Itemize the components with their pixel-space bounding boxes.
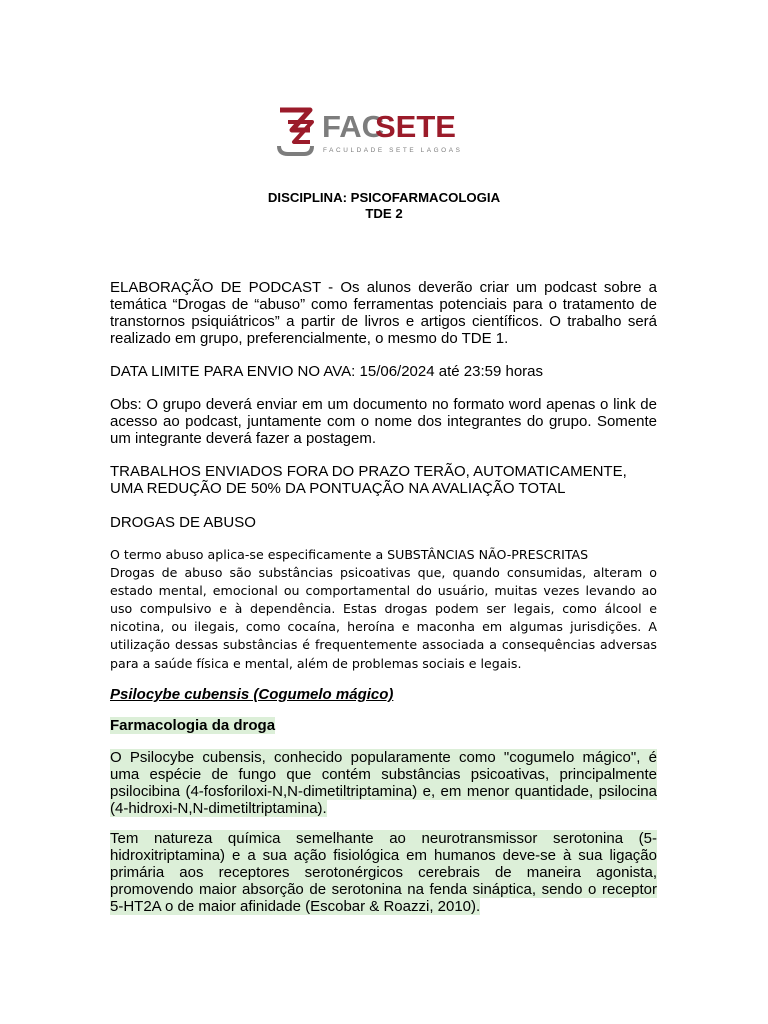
- facsete-logo-icon: [276, 106, 476, 160]
- pharmacology-paragraph-2: [110, 830, 657, 915]
- section-title: DROGAS DE ABUSO: [110, 514, 256, 531]
- abuse-term-line: O termo abuso aplica-se especificamente a SUBSTÂNCIAS NÃO-PRESCRITAS: [110, 547, 589, 562]
- pharmacology-paragraph-1-text: O Psilocybe cubensis, conhecido popularamente como "cogumelo mágico", é uma espécie de fungo que contém substâncias psicoativas, principalmente psilocibina (4-fosforiloxi-N,N-dimetiltriptamina) e, em menor quantidade, psilocina (4-hidroxi-N,N-dimetiltriptamina).: [110, 749, 657, 817]
- discipline-title: DISCIPLINA: PSICOFARMACOLOGIA: [267, 190, 501, 205]
- logo-tagline: FACULDADE SETE LAGOAS: [323, 147, 463, 154]
- assignment-paragraph: ELABORAÇÃO DE PODCAST - Os alunos deverão criar um podcast sobre a temática “Drogas de “abuso” como ferramentas potenciais para o tratamento de transtornos psiquiátricos” a partir de livros e artigos científicos. O trabalho será realizado em grupo, preferencialmente, o mesmo do TDE 1.: [110, 279, 657, 347]
- abuse-definition-text: Drogas de abuso são substâncias psicoativas que, quando consumidas, alteram o estado mental, emocional ou comportamental do usuário, muitas vezes levando ao uso compulsivo e à dependência. Estas drogas podem ser legais, como álcool e nicotina, ou ilegais, como cocaína, heroína e maconha em algumas jurisdições. A utilização dessas substâncias é frequentemente associada a consequências adversas para a saúde física e mental, além de problemas sociais e legais.: [110, 565, 657, 671]
- abuse-definition-block: [110, 546, 657, 673]
- logo-text-sete: SETE: [375, 109, 456, 144]
- pharmacology-title-text: Farmacologia da droga: [110, 717, 276, 734]
- penalty-paragraph: TRABALHOS ENVIADOS FORA DO PRAZO TERÃO, AUTOMATICAMENTE, UMA REDUÇÃO DE 50% DA PONTUAÇÃO NA AVALIAÇÃO TOTAL: [110, 463, 627, 497]
- pharmacology-paragraph-1: [110, 749, 657, 817]
- drug-title: Psilocybe cubensis (Cogumelo mágico): [110, 686, 394, 703]
- pharmacology-title: [110, 717, 657, 734]
- obs-paragraph: Obs: O grupo deverá enviar em um documento no formato word apenas o link de acesso ao podcast, juntamente com o nome dos integrantes do grupo. Somente um integrante deverá fazer a postagem.: [110, 396, 657, 447]
- facsete-logo: [276, 106, 476, 160]
- pharmacology-paragraph-2-text: Tem natureza química semelhante ao neurotransmissor serotonina (5-hidroxitriptamina) e a sua ação fisiológica em humanos deve-se à sua ligação primária aos receptores serotonérgicos cerebrais de maneira agonista, promovendo maior absorção de serotonina na fenda sináptica, sendo o receptor 5-HT2A o de maior afinidade (Escobar & Roazzi, 2010).: [110, 830, 657, 915]
- logo-text-fac: FAC: [322, 109, 384, 144]
- tde-title: TDE 2: [365, 206, 403, 221]
- deadline-line: DATA LIMITE PARA ENVIO NO AVA: 15/06/2024 até 23:59 horas: [110, 363, 543, 380]
